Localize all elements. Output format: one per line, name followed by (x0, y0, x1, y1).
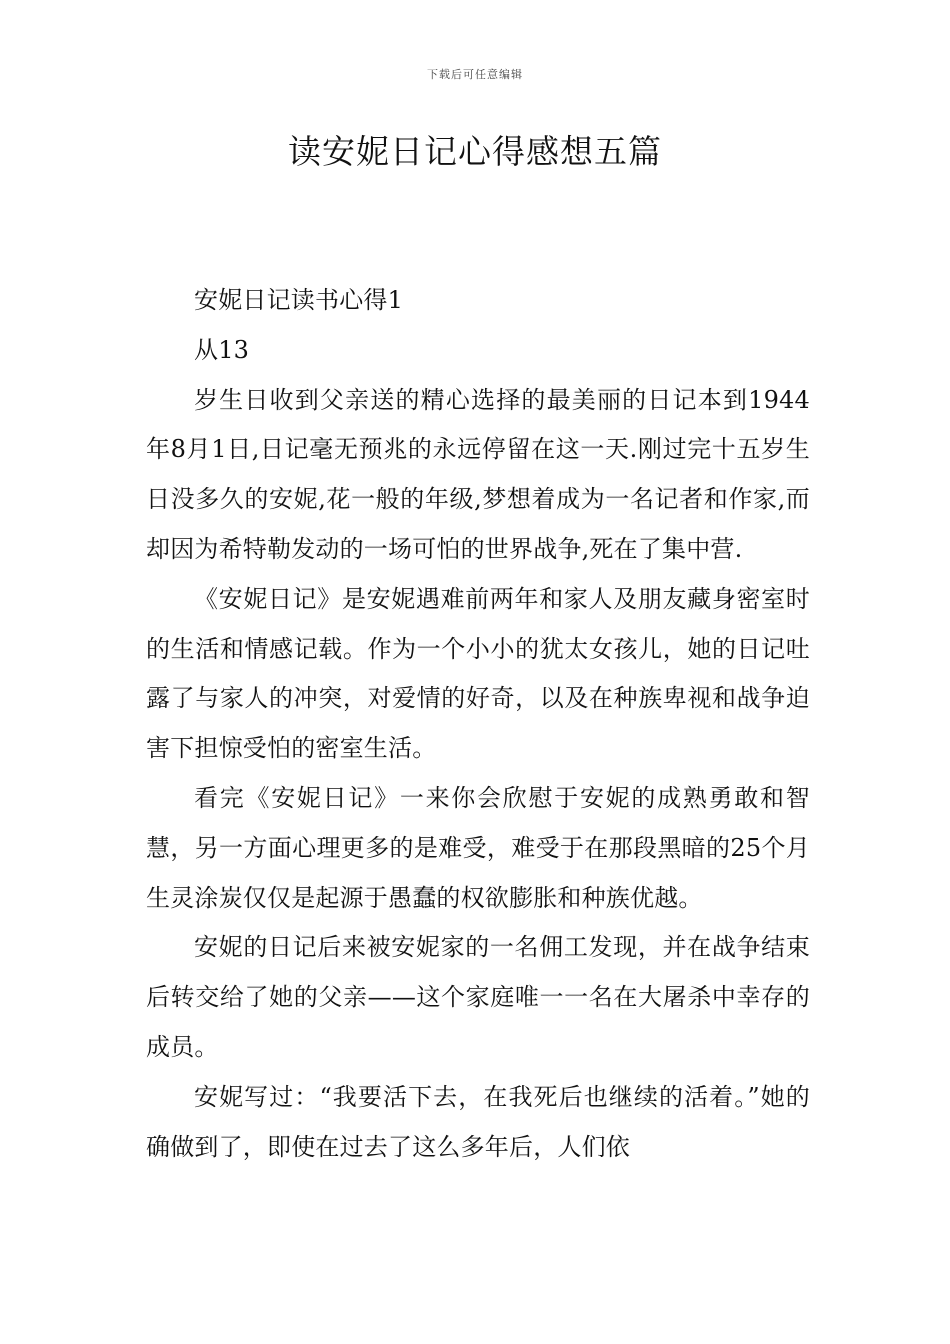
header-note: 下载后可任意编辑 (427, 68, 523, 81)
document-title: 读安妮日记心得感想五篇 (288, 132, 662, 171)
paragraph: 安妮写过：“我要活下去，在我死后也继续的活着。”她的确做到了，即使在过去了这么多年后，人们依 (146, 1082, 810, 1161)
paragraph: 看完《安妮日记》一来你会欣慰于安妮的成熟勇敢和智慧，另一方面心理更多的是难受，难受于在那段黑暗的25个月生灵涂炭仅仅是起源于愚蠢的权欲膨胀和种族优越。 (146, 783, 810, 912)
document-body (146, 276, 810, 1172)
paragraph: 《安妮日记》是安妮遇难前两年和家人及朋友藏身密室时的生活和情感记载。作为一个小小的犹太女孩儿，她的日记吐露了与家人的冲突，对爱情的好奇，以及在种族卑视和战争迫害下担惊受怕的密室生活。 (146, 584, 810, 763)
paragraph: 岁生日收到父亲送的精心选择的最美丽的日记本到1944年8月1日,日记毫无预兆的永远停留在这一天.刚过完十五岁生日没多久的安妮,花一般的年级,梦想着成为一名记者和作家,而却因为希特勒发动的一场可怕的世界战争,死在了集中营. (146, 385, 810, 563)
section-heading: 安妮日记读书心得1 (194, 286, 404, 314)
paragraph: 安妮的日记后来被安妮家的一名佣工发现，并在战争结束后转交给了她的父亲——这个家庭唯一一名在大屠杀中幸存的成员。 (146, 933, 810, 1061)
paragraph: 从13 (194, 335, 250, 364)
